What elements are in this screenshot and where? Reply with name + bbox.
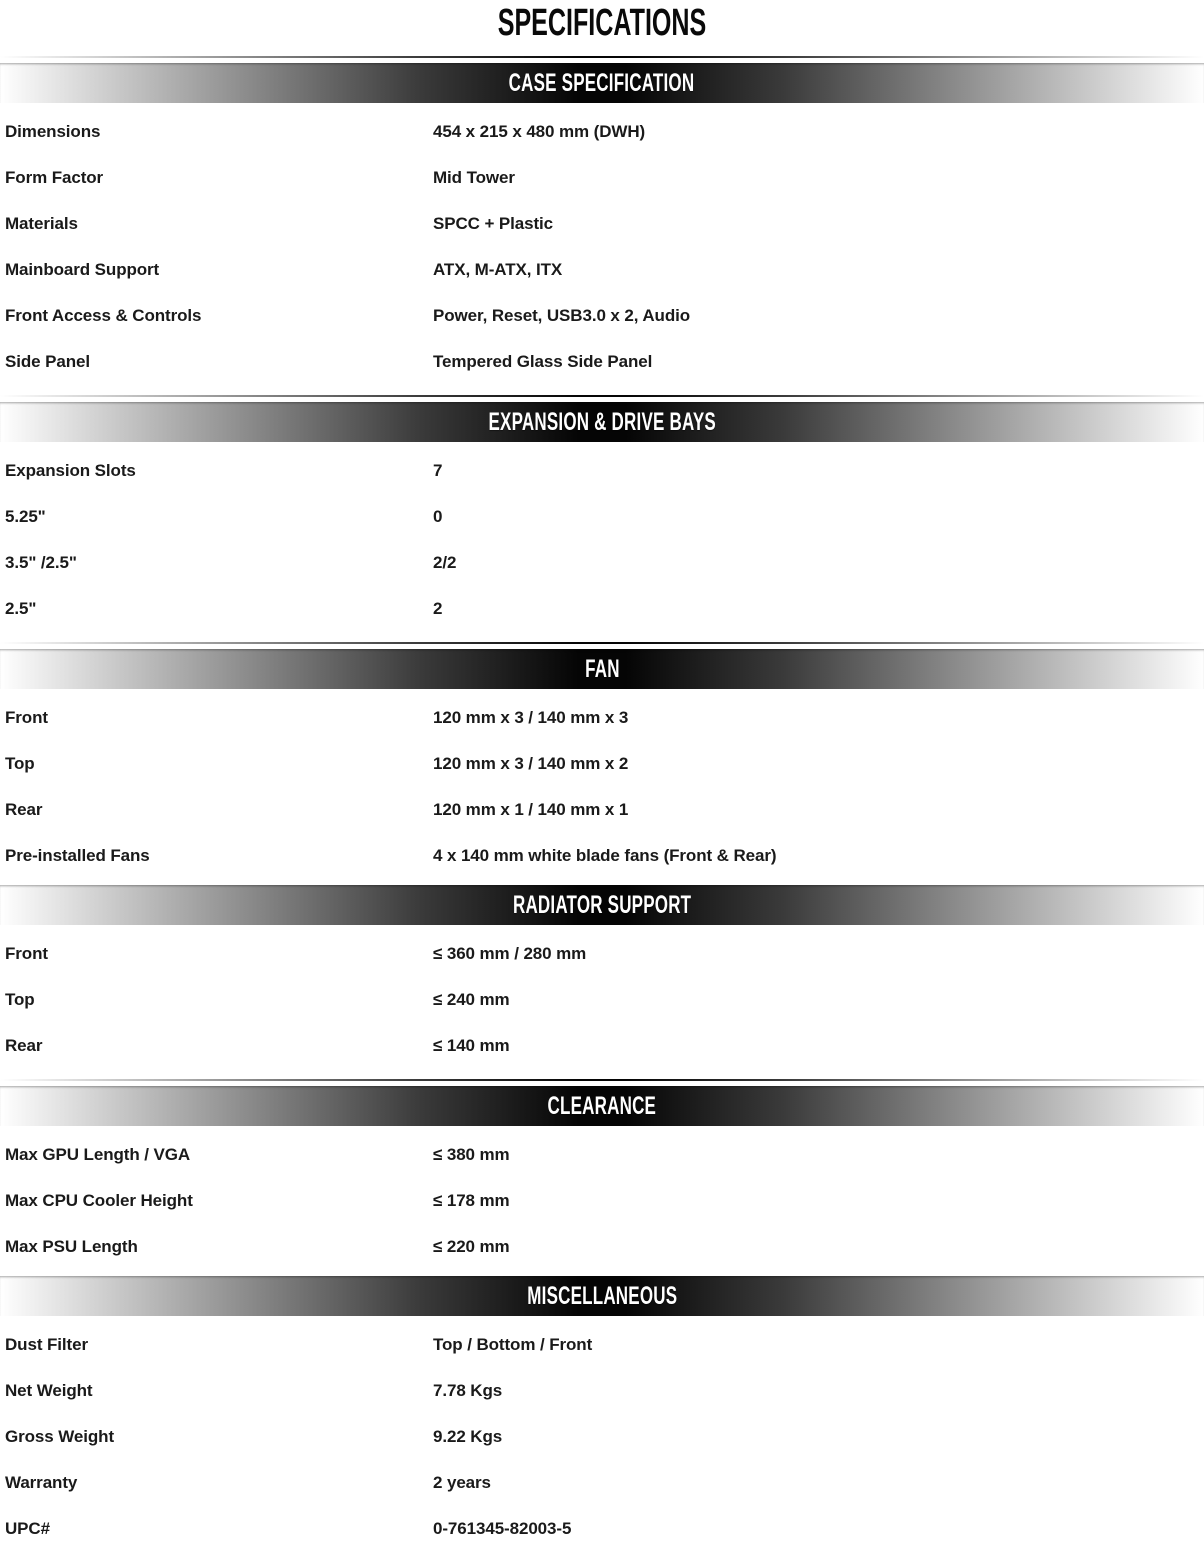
section-title: RADIATOR SUPPORT (512, 891, 692, 919)
spec-row (0, 695, 1204, 741)
spec-value: ≤ 380 mm (433, 1145, 510, 1164)
section-clearance (0, 1079, 1204, 1270)
section-rows (0, 109, 1204, 385)
spec-label: Form Factor (5, 168, 104, 187)
spec-row (0, 1506, 1204, 1552)
spec-label: Warranty (5, 1473, 78, 1492)
section-divider (0, 56, 1204, 58)
spec-row (0, 586, 1204, 632)
section-radiator-support (0, 885, 1204, 1069)
spec-value: 9.22 Kgs (433, 1427, 503, 1446)
spec-value: 120 mm x 3 / 140 mm x 2 (433, 754, 629, 773)
spec-row (0, 494, 1204, 540)
section-header-radiator-support (0, 885, 1204, 925)
spec-value: Top / Bottom / Front (433, 1335, 593, 1354)
spec-value: Tempered Glass Side Panel (433, 352, 653, 371)
spec-value: ATX, M-ATX, ITX (433, 260, 563, 279)
spec-row (0, 201, 1204, 247)
spec-label: Pre-installed Fans (5, 846, 150, 865)
section-title: CLEARANCE (547, 1092, 657, 1120)
spec-label: 3.5" /2.5" (5, 553, 77, 572)
spec-label: Dimensions (5, 122, 101, 141)
spec-value: 7.78 Kgs (433, 1381, 503, 1400)
spec-label: Front (5, 708, 48, 727)
section-header-case-specification (0, 63, 1204, 103)
spec-row (0, 833, 1204, 879)
spec-row (0, 1414, 1204, 1460)
section-rows (0, 448, 1204, 632)
spec-value: ≤ 140 mm (433, 1036, 510, 1055)
spec-row (0, 787, 1204, 833)
section-divider (0, 395, 1204, 397)
spec-row (0, 109, 1204, 155)
spec-label: Rear (5, 800, 43, 819)
spec-row (0, 1178, 1204, 1224)
spec-label: Side Panel (5, 352, 90, 371)
spec-label: Expansion Slots (5, 461, 136, 480)
section-header-expansion-drive-bays (0, 402, 1204, 442)
spec-label: Materials (5, 214, 78, 233)
spec-row (0, 977, 1204, 1023)
spec-row (0, 1322, 1204, 1368)
spec-label: 5.25" (5, 507, 46, 526)
section-title: EXPANSION & DRIVE BAYS (488, 408, 716, 436)
section-fan (0, 642, 1204, 879)
page-title-wrap (0, 0, 1204, 46)
spec-label: Front Access & Controls (5, 306, 202, 325)
spec-label: Max PSU Length (5, 1237, 138, 1256)
spec-row (0, 1023, 1204, 1069)
spec-label: Dust Filter (5, 1335, 88, 1354)
spec-value: 120 mm x 1 / 140 mm x 1 (433, 800, 629, 819)
spec-label: Rear (5, 1036, 43, 1055)
section-title: MISCELLANEOUS (526, 1282, 677, 1310)
spec-value: 2 years (433, 1473, 491, 1492)
section-title: FAN (584, 655, 620, 683)
spec-value: 120 mm x 3 / 140 mm x 3 (433, 708, 629, 727)
section-divider (0, 1079, 1204, 1081)
page-title: SPECIFICATIONS (497, 2, 707, 44)
spec-row (0, 339, 1204, 385)
section-miscellaneous (0, 1276, 1204, 1552)
spec-value: SPCC + Plastic (433, 214, 554, 233)
spec-row (0, 1460, 1204, 1506)
spec-row (0, 1224, 1204, 1270)
spec-row (0, 931, 1204, 977)
spec-label: Max CPU Cooler Height (5, 1191, 193, 1210)
section-title: CASE SPECIFICATION (509, 69, 695, 97)
spec-value: 454 x 215 x 480 mm (DWH) (433, 122, 646, 141)
spec-label: UPC# (5, 1519, 50, 1538)
section-rows (0, 695, 1204, 879)
spec-row (0, 1132, 1204, 1178)
section-divider (0, 642, 1204, 644)
section-header-fan (0, 649, 1204, 689)
spec-value: 2 (433, 599, 443, 618)
spec-row (0, 155, 1204, 201)
spec-value: Power, Reset, USB3.0 x 2, Audio (433, 306, 691, 325)
section-expansion-drive-bays (0, 395, 1204, 632)
spec-label: Mainboard Support (5, 260, 160, 279)
spec-value: 0 (433, 507, 443, 526)
spec-label: Top (5, 990, 35, 1009)
spec-label: Gross Weight (5, 1427, 115, 1446)
spec-row (0, 1368, 1204, 1414)
spec-label: Top (5, 754, 35, 773)
spec-value: ≤ 178 mm (433, 1191, 510, 1210)
section-rows (0, 931, 1204, 1069)
spec-label: Net Weight (5, 1381, 93, 1400)
spec-label: Front (5, 944, 48, 963)
spec-row (0, 540, 1204, 586)
spec-value: 7 (433, 461, 443, 480)
section-rows (0, 1322, 1204, 1552)
section-header-miscellaneous (0, 1276, 1204, 1316)
spec-row (0, 293, 1204, 339)
spec-row (0, 247, 1204, 293)
spec-label: 2.5" (5, 599, 37, 618)
spec-value: 4 x 140 mm white blade fans (Front & Rear) (433, 846, 777, 865)
section-rows (0, 1132, 1204, 1270)
spec-row (0, 741, 1204, 787)
spec-value: 2/2 (433, 553, 457, 572)
section-header-clearance (0, 1086, 1204, 1126)
spec-value: ≤ 360 mm / 280 mm (433, 944, 587, 963)
spec-label: Max GPU Length / VGA (5, 1145, 191, 1164)
spec-value: ≤ 240 mm (433, 990, 510, 1009)
spec-value: Mid Tower (433, 168, 515, 187)
spec-value: ≤ 220 mm (433, 1237, 510, 1256)
spec-row (0, 448, 1204, 494)
section-case-specification (0, 56, 1204, 385)
spec-value: 0-761345-82003-5 (433, 1519, 572, 1538)
